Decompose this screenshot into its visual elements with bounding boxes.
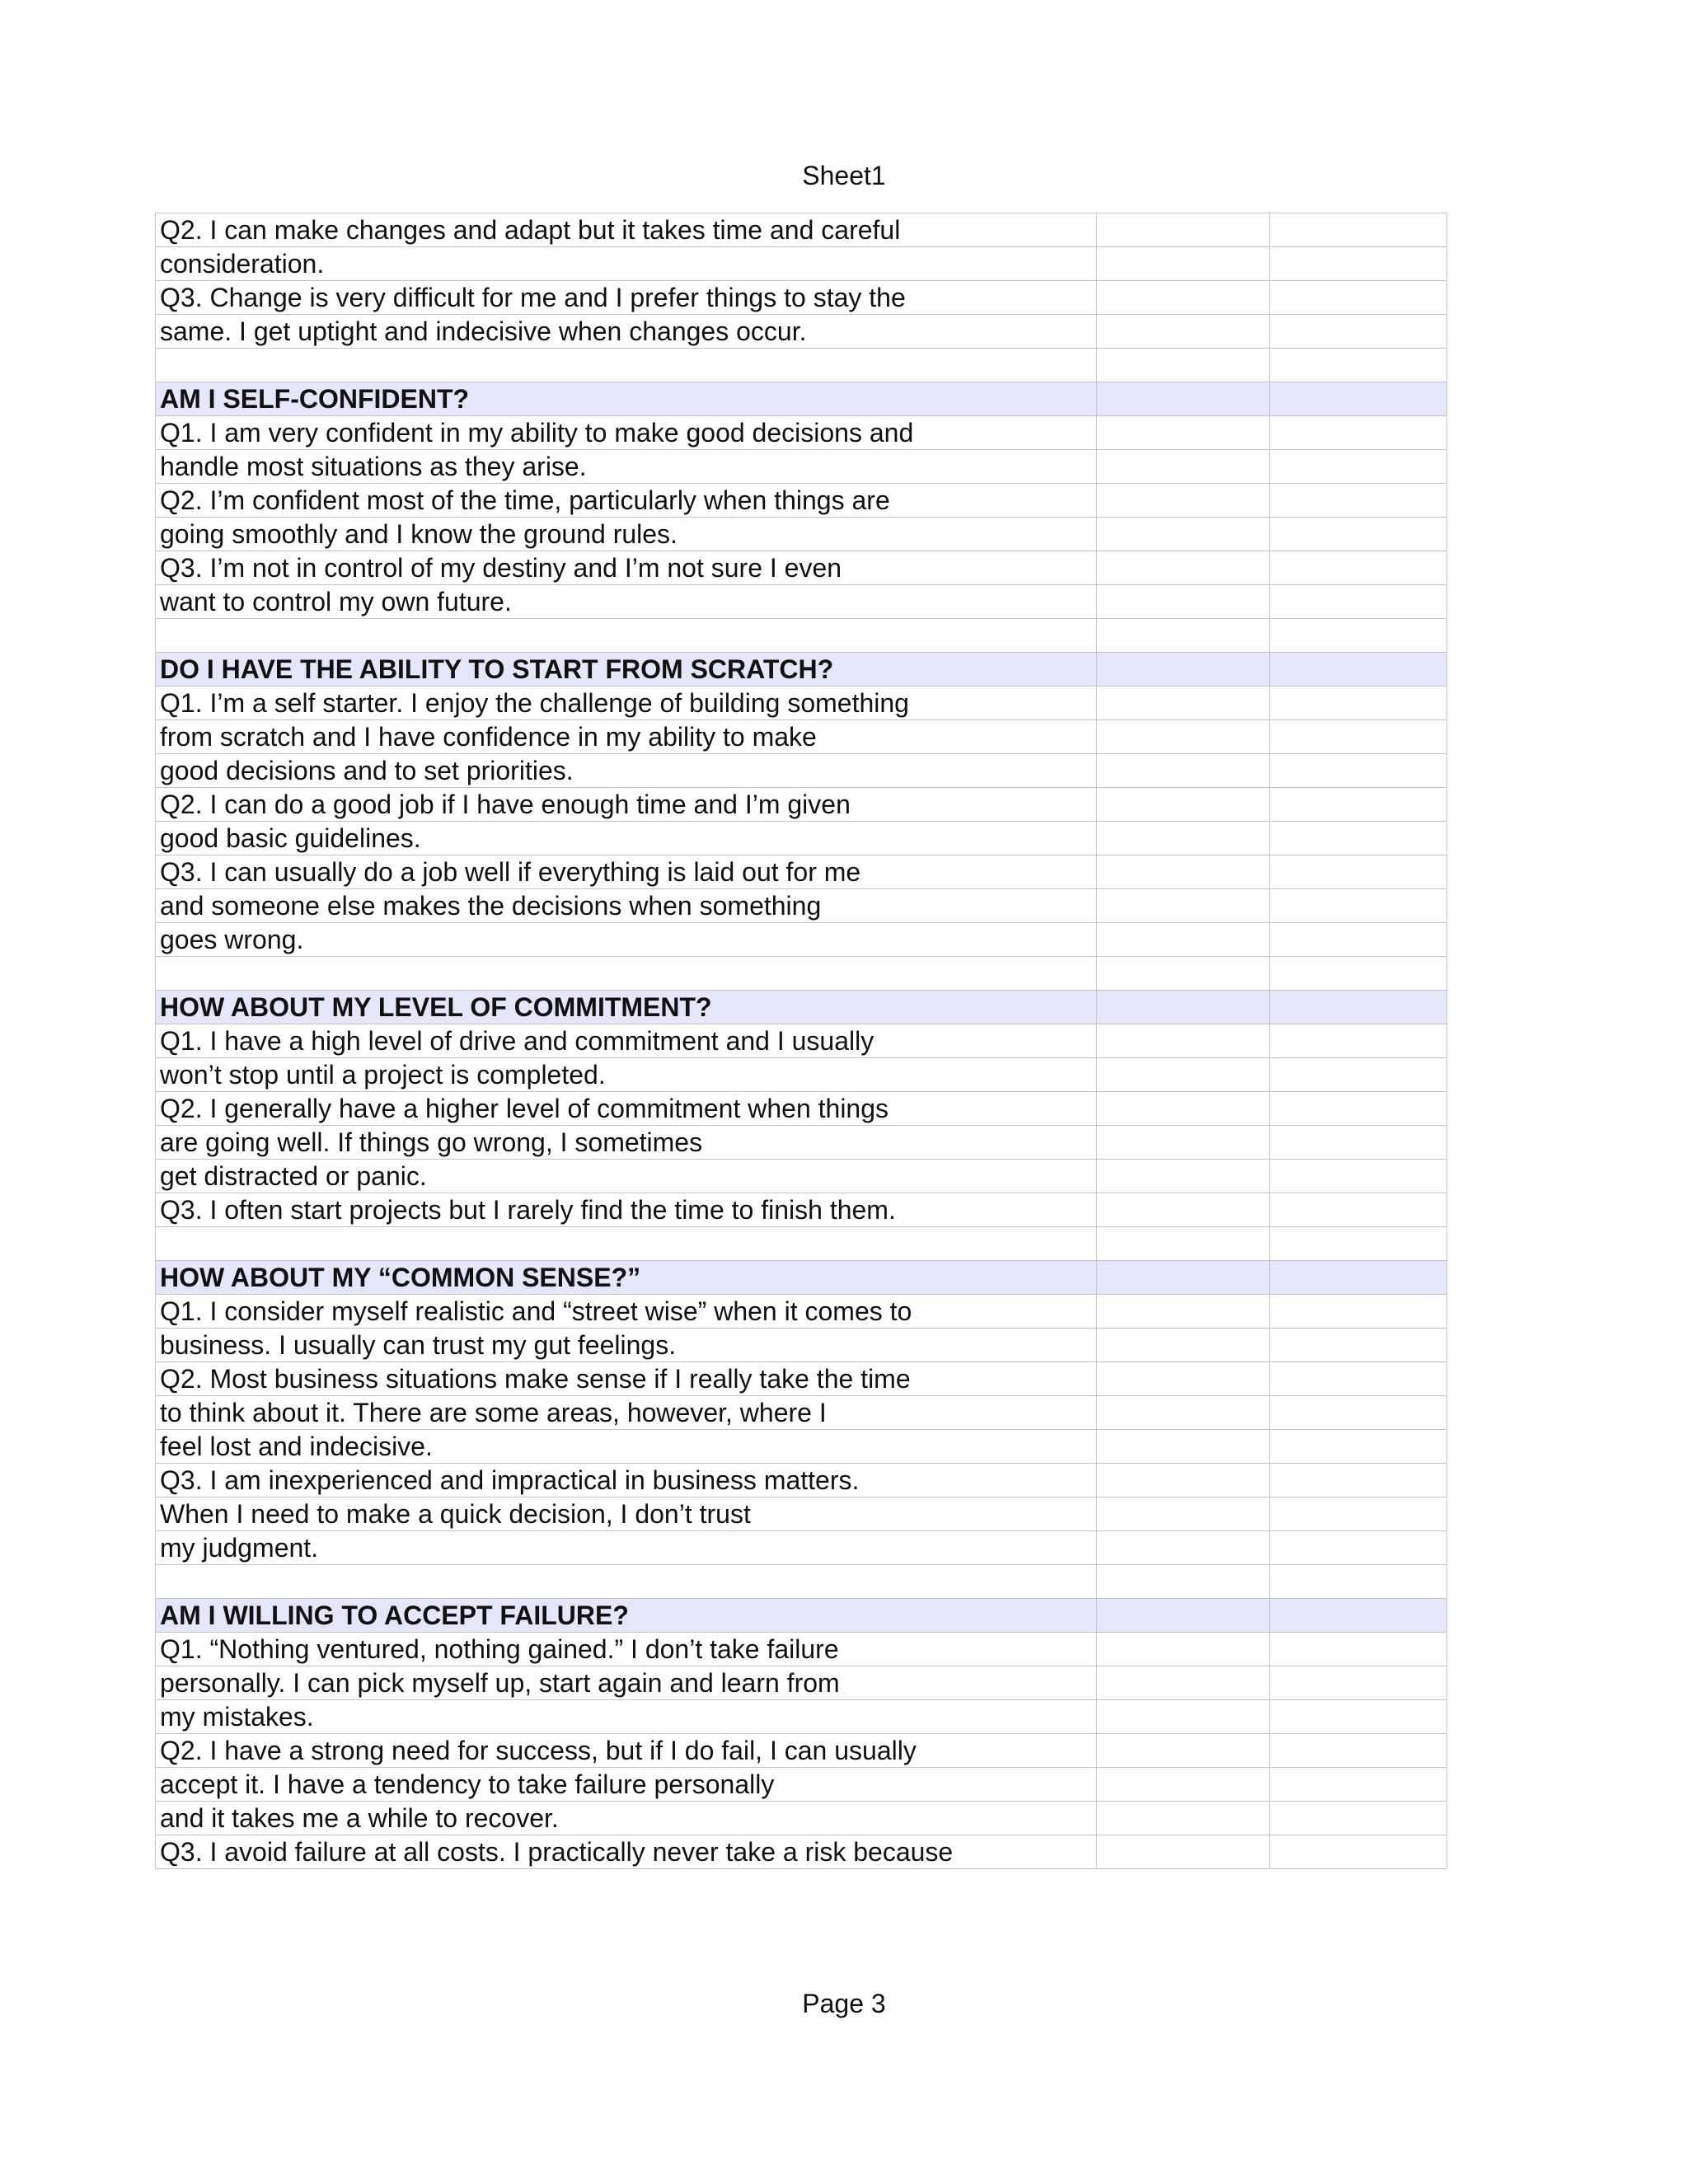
question-text-cell[interactable]: Q3. I’m not in control of my destiny and I’m not sure I even (156, 551, 1097, 585)
table-row (156, 484, 1447, 518)
question-text-cell[interactable]: goes wrong. (156, 923, 1097, 957)
answer-cell[interactable] (1097, 247, 1270, 281)
answer-cell[interactable] (1097, 416, 1270, 450)
question-text-cell[interactable] (156, 349, 1097, 382)
score-cell[interactable] (1270, 1295, 1447, 1329)
score-cell[interactable] (1270, 1734, 1447, 1768)
question-text-cell[interactable]: consideration. (156, 247, 1097, 281)
table-row (156, 1126, 1447, 1160)
question-text-cell[interactable]: get distracted or panic. (156, 1160, 1097, 1193)
score-cell[interactable] (1270, 720, 1447, 754)
answer-cell[interactable] (1097, 788, 1270, 822)
table-row (156, 788, 1447, 822)
section-heading-cell[interactable]: HOW ABOUT MY “COMMON SENSE?” (156, 1261, 1097, 1295)
answer-cell[interactable] (1097, 1835, 1270, 1869)
table-row (156, 247, 1447, 281)
score-cell[interactable] (1270, 1092, 1447, 1126)
question-text-cell[interactable] (156, 1227, 1097, 1261)
question-text-cell[interactable]: Q2. I’m confident most of the time, particularly when things are (156, 484, 1097, 518)
answer-cell[interactable] (1097, 484, 1270, 518)
score-cell[interactable] (1270, 619, 1447, 653)
score-cell[interactable] (1270, 1227, 1447, 1261)
table-row (156, 1058, 1447, 1092)
score-cell[interactable] (1270, 551, 1447, 585)
table-row (156, 1193, 1447, 1227)
answer-cell[interactable] (1097, 1362, 1270, 1396)
table-row (156, 1024, 1447, 1058)
score-cell[interactable] (1270, 450, 1447, 484)
answer-cell[interactable] (1097, 1058, 1270, 1092)
score-cell[interactable] (1270, 855, 1447, 889)
question-text-cell[interactable]: accept it. I have a tendency to take failure personally (156, 1768, 1097, 1802)
table-row (156, 281, 1447, 315)
score-cell[interactable] (1270, 1126, 1447, 1160)
answer-cell[interactable] (1097, 281, 1270, 315)
score-cell[interactable] (1270, 484, 1447, 518)
question-text-cell[interactable]: Q2. I can do a good job if I have enough time and I’m given (156, 788, 1097, 822)
answer-cell[interactable] (1097, 518, 1270, 551)
answer-cell[interactable] (1097, 1768, 1270, 1802)
answer-cell[interactable] (1097, 1464, 1270, 1497)
answer-cell[interactable] (1097, 991, 1270, 1024)
score-cell[interactable] (1270, 1193, 1447, 1227)
answer-cell[interactable] (1097, 1599, 1270, 1633)
blank-row (156, 349, 1447, 382)
answer-cell[interactable] (1097, 315, 1270, 349)
answer-cell[interactable] (1097, 1430, 1270, 1464)
score-cell[interactable] (1270, 1396, 1447, 1430)
question-text-cell[interactable]: Q3. Change is very difficult for me and I prefer things to stay the (156, 281, 1097, 315)
answer-cell[interactable] (1097, 1295, 1270, 1329)
answer-cell[interactable] (1097, 382, 1270, 416)
answer-cell[interactable] (1097, 1666, 1270, 1700)
section-heading-row (156, 1599, 1447, 1633)
answer-cell[interactable] (1097, 213, 1270, 247)
question-text-cell[interactable] (156, 957, 1097, 991)
score-cell[interactable] (1270, 788, 1447, 822)
table-row (156, 1734, 1447, 1768)
section-heading-cell[interactable]: HOW ABOUT MY LEVEL OF COMMITMENT? (156, 991, 1097, 1024)
table-row (156, 1329, 1447, 1362)
section-heading-row (156, 991, 1447, 1024)
score-cell[interactable] (1270, 754, 1447, 788)
table-row (156, 923, 1447, 957)
answer-cell[interactable] (1097, 1092, 1270, 1126)
score-cell[interactable] (1270, 1329, 1447, 1362)
answer-cell[interactable] (1097, 1227, 1270, 1261)
answer-cell[interactable] (1097, 1396, 1270, 1430)
answer-cell[interactable] (1097, 1126, 1270, 1160)
question-text-cell[interactable]: Q2. I can make changes and adapt but it takes time and careful (156, 213, 1097, 247)
answer-cell[interactable] (1097, 551, 1270, 585)
score-cell[interactable] (1270, 518, 1447, 551)
score-cell[interactable] (1270, 1362, 1447, 1396)
score-cell[interactable] (1270, 1261, 1447, 1295)
question-text-cell[interactable]: Q3. I can usually do a job well if everything is laid out for me (156, 855, 1097, 889)
table-row (156, 315, 1447, 349)
table-row (156, 1092, 1447, 1126)
answer-cell[interactable] (1097, 923, 1270, 957)
score-cell[interactable] (1270, 1058, 1447, 1092)
question-text-cell[interactable]: want to control my own future. (156, 585, 1097, 619)
answer-cell[interactable] (1097, 1633, 1270, 1666)
table-row (156, 1666, 1447, 1700)
question-text-cell[interactable]: from scratch and I have confidence in my ability to make (156, 720, 1097, 754)
answer-cell[interactable] (1097, 1329, 1270, 1362)
question-text-cell[interactable]: business. I usually can trust my gut feelings. (156, 1329, 1097, 1362)
question-text-cell[interactable]: won’t stop until a project is completed. (156, 1058, 1097, 1092)
answer-cell[interactable] (1097, 687, 1270, 720)
blank-row (156, 1565, 1447, 1599)
score-cell[interactable] (1270, 1497, 1447, 1531)
score-cell[interactable] (1270, 281, 1447, 315)
table-row (156, 450, 1447, 484)
answer-cell[interactable] (1097, 855, 1270, 889)
question-text-cell[interactable]: Q1. I’m a self starter. I enjoy the challenge of building something (156, 687, 1097, 720)
question-text-cell[interactable]: good decisions and to set priorities. (156, 754, 1097, 788)
table-row (156, 416, 1447, 450)
question-text-cell[interactable]: my mistakes. (156, 1700, 1097, 1734)
question-text-cell[interactable]: Q3. I am inexperienced and impractical in business matters. (156, 1464, 1097, 1497)
question-text-cell[interactable]: going smoothly and I know the ground rules. (156, 518, 1097, 551)
spreadsheet-grid (155, 213, 1447, 1869)
score-cell[interactable] (1270, 1160, 1447, 1193)
blank-row (156, 1227, 1447, 1261)
question-text-cell[interactable]: Q1. “Nothing ventured, nothing gained.” I don’t take failure (156, 1633, 1097, 1666)
answer-cell[interactable] (1097, 1700, 1270, 1734)
score-cell[interactable] (1270, 213, 1447, 247)
section-heading-cell[interactable]: AM I SELF-CONFIDENT? (156, 382, 1097, 416)
score-cell[interactable] (1270, 382, 1447, 416)
question-text-cell[interactable]: Q1. I consider myself realistic and “street wise” when it comes to (156, 1295, 1097, 1329)
question-text-cell[interactable]: feel lost and indecisive. (156, 1430, 1097, 1464)
answer-cell[interactable] (1097, 754, 1270, 788)
score-cell[interactable] (1270, 1666, 1447, 1700)
question-text-cell[interactable]: and someone else makes the decisions when something (156, 889, 1097, 923)
table-row (156, 1700, 1447, 1734)
question-text-cell[interactable]: Q2. I generally have a higher level of commitment when things (156, 1092, 1097, 1126)
score-cell[interactable] (1270, 687, 1447, 720)
answer-cell[interactable] (1097, 585, 1270, 619)
question-text-cell[interactable]: Q3. I often start projects but I rarely find the time to finish them. (156, 1193, 1097, 1227)
table-row (156, 1835, 1447, 1869)
score-cell[interactable] (1270, 349, 1447, 382)
section-heading-cell[interactable]: AM I WILLING TO ACCEPT FAILURE? (156, 1599, 1097, 1633)
question-text-cell[interactable]: to think about it. There are some areas, however, where I (156, 1396, 1097, 1430)
question-text-cell[interactable]: good basic guidelines. (156, 822, 1097, 855)
table-row (156, 822, 1447, 855)
answer-cell[interactable] (1097, 957, 1270, 991)
question-text-cell[interactable]: my judgment. (156, 1531, 1097, 1565)
answer-cell[interactable] (1097, 1565, 1270, 1599)
score-cell[interactable] (1270, 991, 1447, 1024)
section-heading-row (156, 1261, 1447, 1295)
answer-cell[interactable] (1097, 1261, 1270, 1295)
table-row (156, 1497, 1447, 1531)
score-cell[interactable] (1270, 957, 1447, 991)
score-cell[interactable] (1270, 585, 1447, 619)
answer-cell[interactable] (1097, 1802, 1270, 1835)
answer-cell[interactable] (1097, 1193, 1270, 1227)
answer-cell[interactable] (1097, 822, 1270, 855)
answer-cell[interactable] (1097, 349, 1270, 382)
table-row (156, 1464, 1447, 1497)
score-cell[interactable] (1270, 889, 1447, 923)
score-cell[interactable] (1270, 416, 1447, 450)
table-row (156, 1768, 1447, 1802)
answer-cell[interactable] (1097, 1531, 1270, 1565)
blank-row (156, 619, 1447, 653)
answer-cell[interactable] (1097, 889, 1270, 923)
answer-cell[interactable] (1097, 619, 1270, 653)
score-cell[interactable] (1270, 1024, 1447, 1058)
answer-cell[interactable] (1097, 720, 1270, 754)
score-cell[interactable] (1270, 315, 1447, 349)
table-row (156, 1396, 1447, 1430)
question-text-cell[interactable] (156, 1565, 1097, 1599)
score-cell[interactable] (1270, 1565, 1447, 1599)
sheet-title: Sheet1 (802, 161, 886, 190)
page-footer: Page 3 (802, 1989, 886, 2018)
answer-cell[interactable] (1097, 1024, 1270, 1058)
question-text-cell[interactable]: handle most situations as they arise. (156, 450, 1097, 484)
score-cell[interactable] (1270, 1802, 1447, 1835)
table-row (156, 518, 1447, 551)
answer-cell[interactable] (1097, 1497, 1270, 1531)
table-row (156, 1531, 1447, 1565)
score-cell[interactable] (1270, 1599, 1447, 1633)
table-row (156, 585, 1447, 619)
score-cell[interactable] (1270, 1835, 1447, 1869)
score-cell[interactable] (1270, 1768, 1447, 1802)
table-row (156, 687, 1447, 720)
grid-body (156, 213, 1447, 1869)
table-row (156, 1430, 1447, 1464)
blank-row (156, 957, 1447, 991)
section-heading-row (156, 653, 1447, 687)
table-row (156, 720, 1447, 754)
question-text-cell[interactable]: Q2. Most business situations make sense if I really take the time (156, 1362, 1097, 1396)
score-cell[interactable] (1270, 653, 1447, 687)
question-text-cell[interactable]: same. I get uptight and indecisive when changes occur. (156, 315, 1097, 349)
table-row (156, 1633, 1447, 1666)
question-text-cell[interactable] (156, 619, 1097, 653)
score-cell[interactable] (1270, 247, 1447, 281)
question-text-cell[interactable]: personally. I can pick myself up, start again and learn from (156, 1666, 1097, 1700)
section-heading-row (156, 382, 1447, 416)
answer-cell[interactable] (1097, 1160, 1270, 1193)
question-text-cell[interactable]: and it takes me a while to recover. (156, 1802, 1097, 1835)
score-cell[interactable] (1270, 923, 1447, 957)
score-cell[interactable] (1270, 1633, 1447, 1666)
score-cell[interactable] (1270, 1464, 1447, 1497)
question-text-cell[interactable]: When I need to make a quick decision, I don’t trust (156, 1497, 1097, 1531)
table-row (156, 551, 1447, 585)
table-row (156, 1160, 1447, 1193)
question-text-cell[interactable]: Q1. I am very confident in my ability to make good decisions and (156, 416, 1097, 450)
score-cell[interactable] (1270, 822, 1447, 855)
section-heading-cell[interactable]: DO I HAVE THE ABILITY TO START FROM SCRATCH? (156, 653, 1097, 687)
answer-cell[interactable] (1097, 653, 1270, 687)
table-row (156, 889, 1447, 923)
answer-cell[interactable] (1097, 450, 1270, 484)
question-text-cell[interactable]: are going well. If things go wrong, I sometimes (156, 1126, 1097, 1160)
score-cell[interactable] (1270, 1430, 1447, 1464)
table-row (156, 1802, 1447, 1835)
score-cell[interactable] (1270, 1531, 1447, 1565)
table-row (156, 855, 1447, 889)
score-cell[interactable] (1270, 1700, 1447, 1734)
question-text-cell[interactable]: Q1. I have a high level of drive and commitment and I usually (156, 1024, 1097, 1058)
answer-cell[interactable] (1097, 1734, 1270, 1768)
question-text-cell[interactable]: Q2. I have a strong need for success, but if I do fail, I can usually (156, 1734, 1097, 1768)
table-row (156, 1295, 1447, 1329)
question-text-cell[interactable]: Q3. I avoid failure at all costs. I practically never take a risk because (156, 1835, 1097, 1869)
table-row (156, 213, 1447, 247)
table-row (156, 1362, 1447, 1396)
table-row (156, 754, 1447, 788)
